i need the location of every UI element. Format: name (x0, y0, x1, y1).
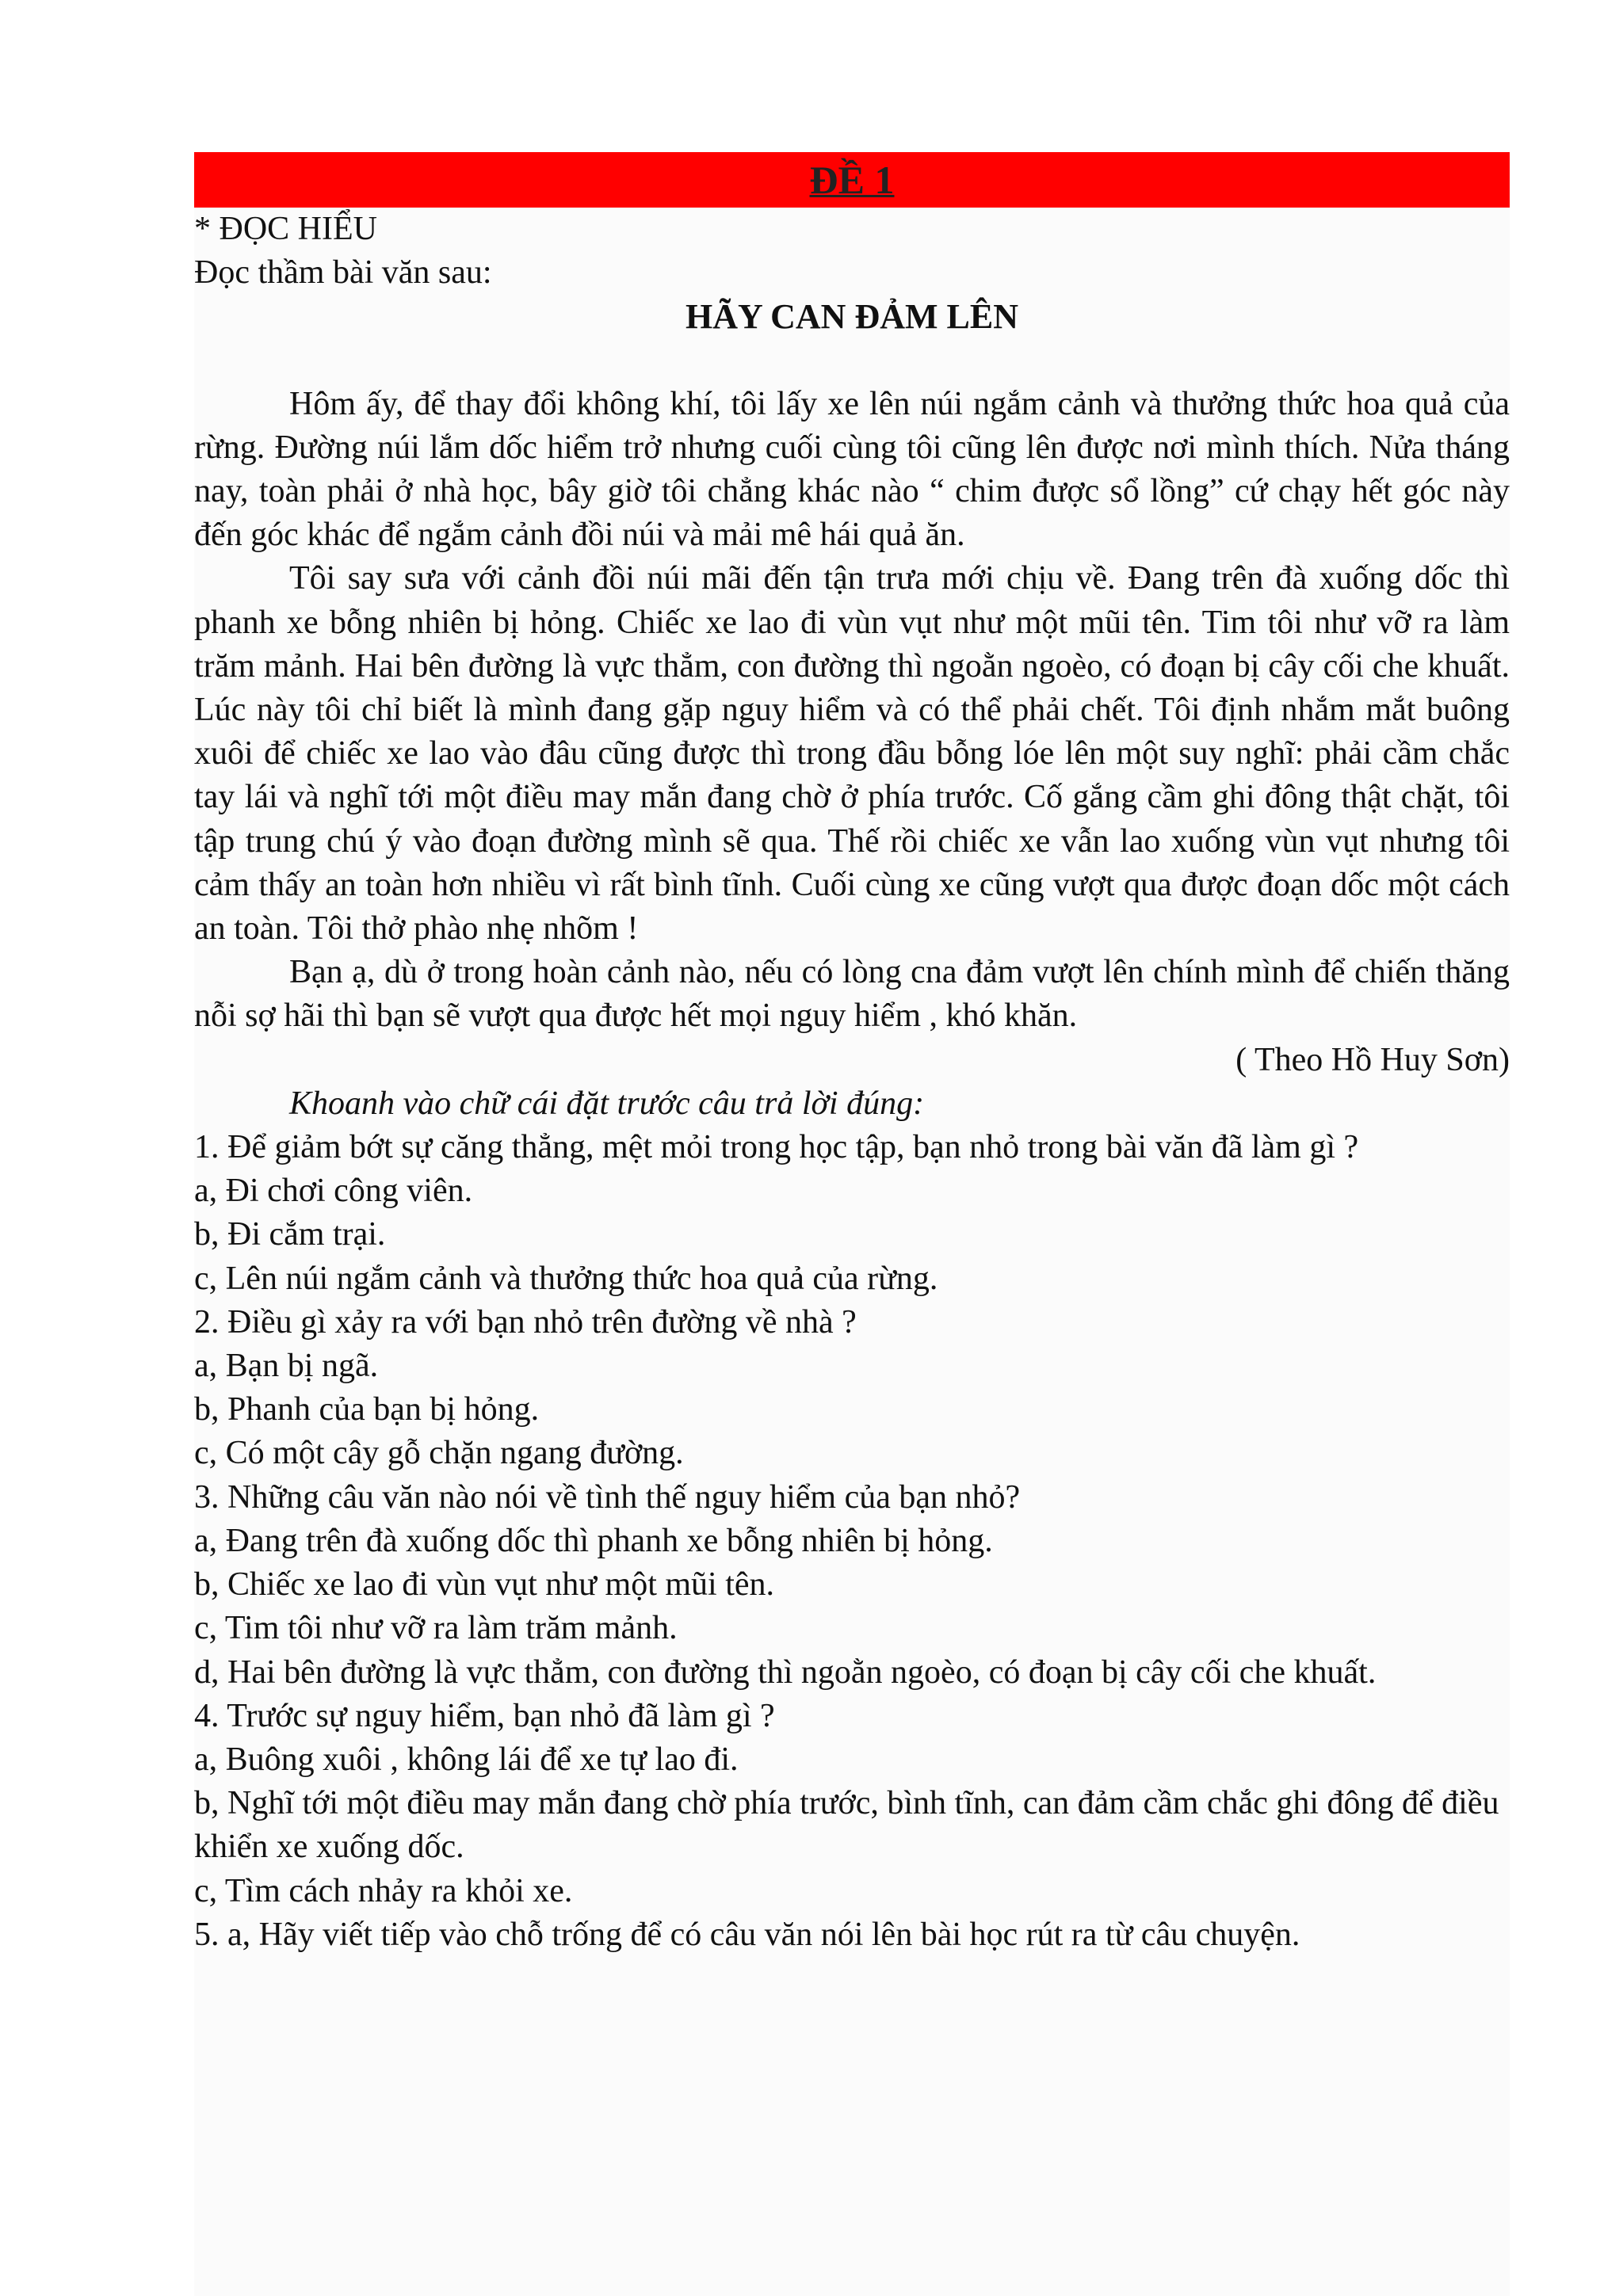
answer-option: c, Tìm cách nhảy ra khỏi xe. (194, 1872, 573, 1909)
answer-option: a, Đi chơi công viên. (194, 1173, 473, 1210)
answer-option: c, Lên núi ngắm cảnh và thưởng thức hoa quả của rừng. (194, 1260, 938, 1297)
instruction: Khoanh vào chữ cái đặt trước câu trả lời đúng: (289, 1085, 925, 1122)
answer-option: d, Hai bên đường là vực thẳm, con đường thì ngoằn ngoèo, có đoạn bị cây cối che khuất. (194, 1653, 1377, 1691)
heading: ĐỀ 1 (809, 158, 895, 202)
heading-banner (194, 152, 1510, 208)
intro-text: Đọc thầm bài văn sau: (194, 254, 492, 292)
question: 2. Điều gì xảy ra với bạn nhỏ trên đường về nhà ? (194, 1303, 857, 1341)
answer-option: a, Bạn bị ngã. (194, 1348, 379, 1385)
answer-option: a, Đang trên đà xuống dốc thì phanh xe bỗng nhiên bị hỏng. (194, 1522, 993, 1559)
section-label: * ĐỌC HIỂU (194, 211, 377, 247)
answer-option: a, Buông xuôi , không lái để xe tự lao đi. (194, 1741, 739, 1778)
document-content (194, 152, 1510, 2296)
question: 5. a, Hãy viết tiếp vào chỗ trống để có câu văn nói lên bài học rút ra từ câu chuyện. (194, 1916, 1300, 1953)
answer-option: b, Nghĩ tới một điều may mắn đang chờ phía trước, bình tĩnh, can đảm cầm chắc ghi đông để điều khiển xe xuống dốc. (194, 1785, 1499, 1866)
question: 3. Những câu văn nào nói về tình thế nguy hiểm của bạn nhỏ? (194, 1478, 1021, 1516)
question: 1. Để giảm bớt sự căng thẳng, mệt mỏi trong học tập, bạn nhỏ trong bài văn đã làm gì ? (194, 1129, 1359, 1166)
story-paragraph: Tôi say sưa với cảnh đồi núi mãi đến tận trưa mới chịu về. Đang trên đà xuống dốc thì phanh xe bỗng nhiên bị hỏng. Chiếc xe lao đi vùn vụt như một mũi tên. Tim tôi như vỡ ra làm trăm mảnh. Hai bên đường là vực thẳm, con đường thì ngoằn ngoèo, có đoạn bị cây cối che khuất. Lúc này tôi chỉ biết là mình đang gặp nguy hiểm và có thể phải chết. Tôi định nhắm mắt buông xuôi để chiếc xe lao vào đâu cũng được thì trong đầu bỗng lóe lên một suy nghĩ: phải cầm chắc tay lái và nghĩ tới một điều may mắn đang chờ ở phía trước. Cố gắng cầm ghi đông thật chặt, tôi tập trung chú ý vào đoạn đường mình sẽ qua. Thế rồi chiếc xe vẫn lao xuống vùn vụt nhưng tôi cảm thấy an toàn hơn nhiều vì rất bình tĩnh. Cuối cùng xe cũng vượt qua được đoạn dốc một cách an toàn. Tôi thở phào nhẹ nhõm ! (194, 560, 1510, 948)
answer-option: b, Đi cắm trại. (194, 1216, 386, 1253)
question: 4. Trước sự nguy hiểm, bạn nhỏ đã làm gì ? (194, 1697, 775, 1734)
story-paragraph: Hôm ấy, để thay đổi không khí, tôi lấy xe lên núi ngắm cảnh và thưởng thức hoa quả của rừng. Đường núi lắm dốc hiểm trở nhưng cuối cùng tôi cũng lên được nơi mình thích. Nửa tháng nay, toàn phải ở nhà học, bây giờ tôi chẳng khác nào “ chim được sổ lồng” cứ chạy hết góc này đến góc khác để ngắm cảnh đồi núi và mải mê hái quả ăn. (194, 385, 1510, 554)
answer-option: b, Phanh của bạn bị hỏng. (194, 1391, 540, 1428)
story-source: ( Theo Hồ Huy Sơn) (1235, 1041, 1510, 1078)
answer-option: b, Chiếc xe lao đi vùn vụt như một mũi tên. (194, 1566, 775, 1604)
answer-option: c, Tim tôi như vỡ ra làm trăm mảnh. (194, 1610, 678, 1647)
answer-option: c, Có một cây gỗ chặn ngang đường. (194, 1435, 684, 1472)
story-title: HÃY CAN ĐẢM LÊN (685, 297, 1019, 337)
story-paragraph: Bạn ạ, dù ở trong hoàn cảnh nào, nếu có lòng cna đảm vượt lên chính mình để chiến thăng nỗi sợ hãi thì bạn sẽ vượt qua được hết mọi nguy hiểm , khó khăn. (194, 954, 1510, 1035)
